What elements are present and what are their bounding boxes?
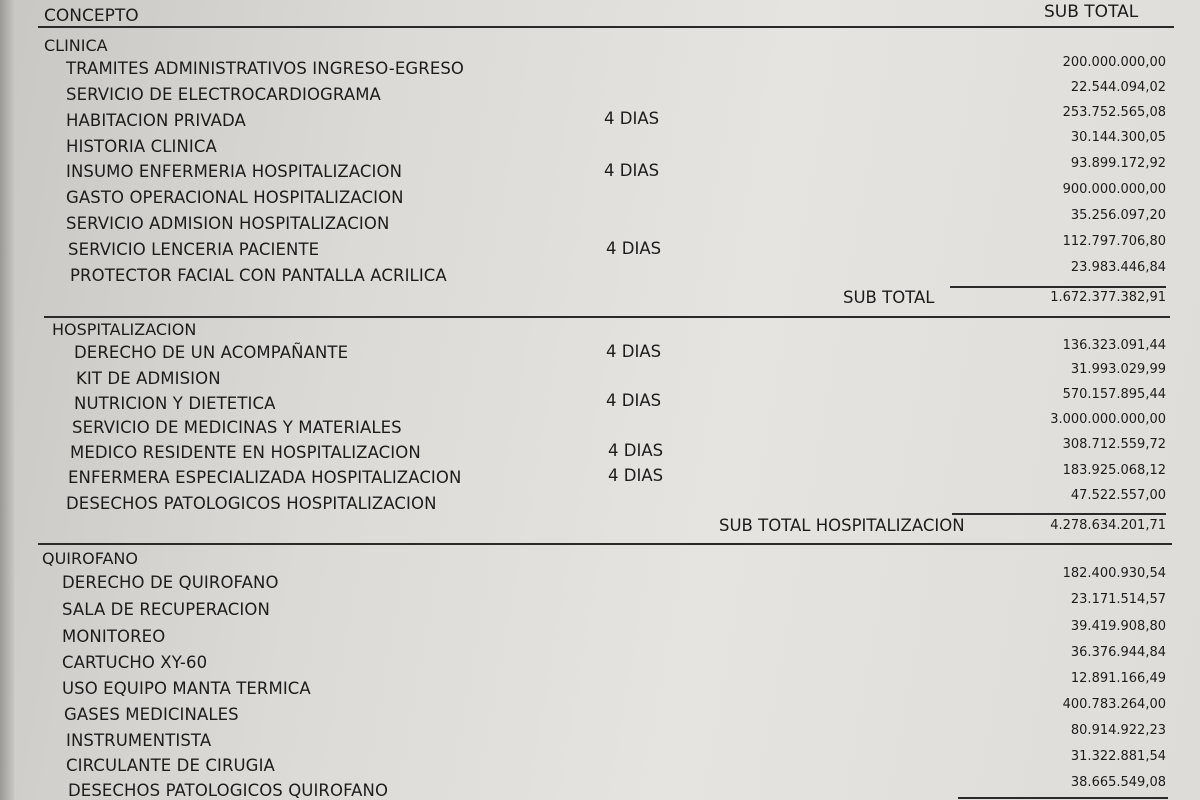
line-item-label: INSTRUMENTISTA xyxy=(66,731,212,750)
line-item-label: PROTECTOR FACIAL CON PANTALLA ACRILICA xyxy=(70,266,447,285)
line-item-amount: 36.376.944,84 xyxy=(1070,645,1166,660)
line-item-label: MONITOREO xyxy=(62,627,166,646)
line-item-days: 4 DIAS xyxy=(608,441,664,460)
line-item-amount: 183.925.068,12 xyxy=(1062,463,1166,478)
section-title-quirofano: QUIROFANO xyxy=(42,549,138,568)
line-item-label: DERECHO DE QUIROFANO xyxy=(62,573,279,592)
line-item-label: SERVICIO DE ELECTROCARDIOGRAMA xyxy=(66,85,381,104)
line-item-amount: 570.157.895,44 xyxy=(1062,387,1166,402)
line-item-label: SERVICIO DE MEDICINAS Y MATERIALES xyxy=(72,418,402,437)
line-item-amount: 80.914.922,23 xyxy=(1070,723,1166,738)
line-item-label: KIT DE ADMISION xyxy=(76,369,221,388)
line-item-label: GASTO OPERACIONAL HOSPITALIZACION xyxy=(66,188,404,207)
line-item-amount: 23.171.514,57 xyxy=(1070,592,1166,607)
line-item-label: CIRCULANTE DE CIRUGIA xyxy=(66,756,275,775)
line-item-amount: 3.000.000.000,00 xyxy=(1050,412,1166,427)
subtotal-amount: 4.278.634.201,71 xyxy=(1050,518,1166,533)
subtotal-label: SUB TOTAL xyxy=(843,288,935,307)
line-item-label: HABITACION PRIVADA xyxy=(66,111,246,130)
line-item-amount: 253.752.565,08 xyxy=(1062,105,1166,120)
line-item-label: HISTORIA CLINICA xyxy=(66,137,217,156)
line-item-label: INSUMO ENFERMERIA HOSPITALIZACION xyxy=(66,162,403,181)
line-item-amount: 31.993.029,99 xyxy=(1070,362,1166,377)
line-item-label: NUTRICION Y DIETETICA xyxy=(74,394,276,413)
line-item-days: 4 DIAS xyxy=(608,466,664,485)
section-title-clinica: CLINICA xyxy=(44,36,108,55)
line-item-label: SERVICIO ADMISION HOSPITALIZACION xyxy=(66,214,390,233)
line-item-label: MEDICO RESIDENTE EN HOSPITALIZACION xyxy=(70,443,421,462)
line-item-amount: 22.544.094,02 xyxy=(1070,80,1166,95)
line-item-amount: 31.322.881,54 xyxy=(1070,749,1166,764)
line-item-label: ENFERMERA ESPECIALIZADA HOSPITALIZACION xyxy=(68,468,462,487)
line-item-amount: 30.144.300,05 xyxy=(1070,130,1166,145)
subtotal-rule xyxy=(950,286,1166,288)
line-item-label: GASES MEDICINALES xyxy=(64,705,239,724)
line-item-amount: 308.712.559,72 xyxy=(1062,437,1166,452)
page-edge-shadow xyxy=(0,0,14,800)
line-item-days: 4 DIAS xyxy=(604,109,660,128)
subtotal-amount: 1.672.377.382,91 xyxy=(1050,290,1166,305)
subtotal-label: SUB TOTAL HOSPITALIZACION xyxy=(719,516,965,535)
subtotal-rule xyxy=(952,513,1166,515)
subtotal-rule xyxy=(958,797,1168,799)
line-item-days: 4 DIAS xyxy=(606,239,662,258)
line-item-amount: 136.323.091,44 xyxy=(1062,338,1166,353)
line-item-amount: 39.419.908,80 xyxy=(1070,619,1166,634)
line-item-amount: 23.983.446,84 xyxy=(1070,260,1166,275)
line-item-amount: 900.000.000,00 xyxy=(1062,182,1166,197)
line-item-label: DESECHOS PATOLOGICOS QUIROFANO xyxy=(68,781,389,800)
line-item-label: USO EQUIPO MANTA TERMICA xyxy=(62,679,311,698)
section-rule xyxy=(44,316,1170,318)
line-item-label: TRAMITES ADMINISTRATIVOS INGRESO-EGRESO xyxy=(66,59,465,78)
line-item-amount: 12.891.166,49 xyxy=(1070,671,1166,686)
line-item-label: DERECHO DE UN ACOMPAÑANTE xyxy=(74,343,349,362)
line-item-days: 4 DIAS xyxy=(606,391,662,410)
line-item-amount: 93.899.172,92 xyxy=(1070,156,1166,171)
line-item-label: SERVICIO LENCERIA PACIENTE xyxy=(68,240,320,259)
line-item-label: DESECHOS PATOLOGICOS HOSPITALIZACION xyxy=(66,494,437,513)
line-item-label: SALA DE RECUPERACION xyxy=(62,600,270,619)
column-header-concepto: CONCEPTO xyxy=(44,6,139,26)
line-item-amount: 182.400.930,54 xyxy=(1062,566,1166,581)
section-title-hospitalizacion: HOSPITALIZACION xyxy=(52,320,197,339)
column-header-sub-total: SUB TOTAL xyxy=(1044,2,1139,22)
line-item-amount: 112.797.706,80 xyxy=(1062,234,1166,249)
line-item-amount: 38.665.549,08 xyxy=(1070,775,1166,790)
line-item-label: CARTUCHO XY-60 xyxy=(62,653,208,672)
section-rule xyxy=(38,543,1172,545)
line-item-amount: 35.256.097,20 xyxy=(1070,208,1166,223)
line-item-amount: 400.783.264,00 xyxy=(1062,697,1166,712)
line-item-days: 4 DIAS xyxy=(606,342,662,361)
line-item-amount: 47.522.557,00 xyxy=(1070,488,1166,503)
line-item-days: 4 DIAS xyxy=(604,161,660,180)
header-rule xyxy=(38,26,1174,28)
line-item-amount: 200.000.000,00 xyxy=(1062,55,1166,70)
